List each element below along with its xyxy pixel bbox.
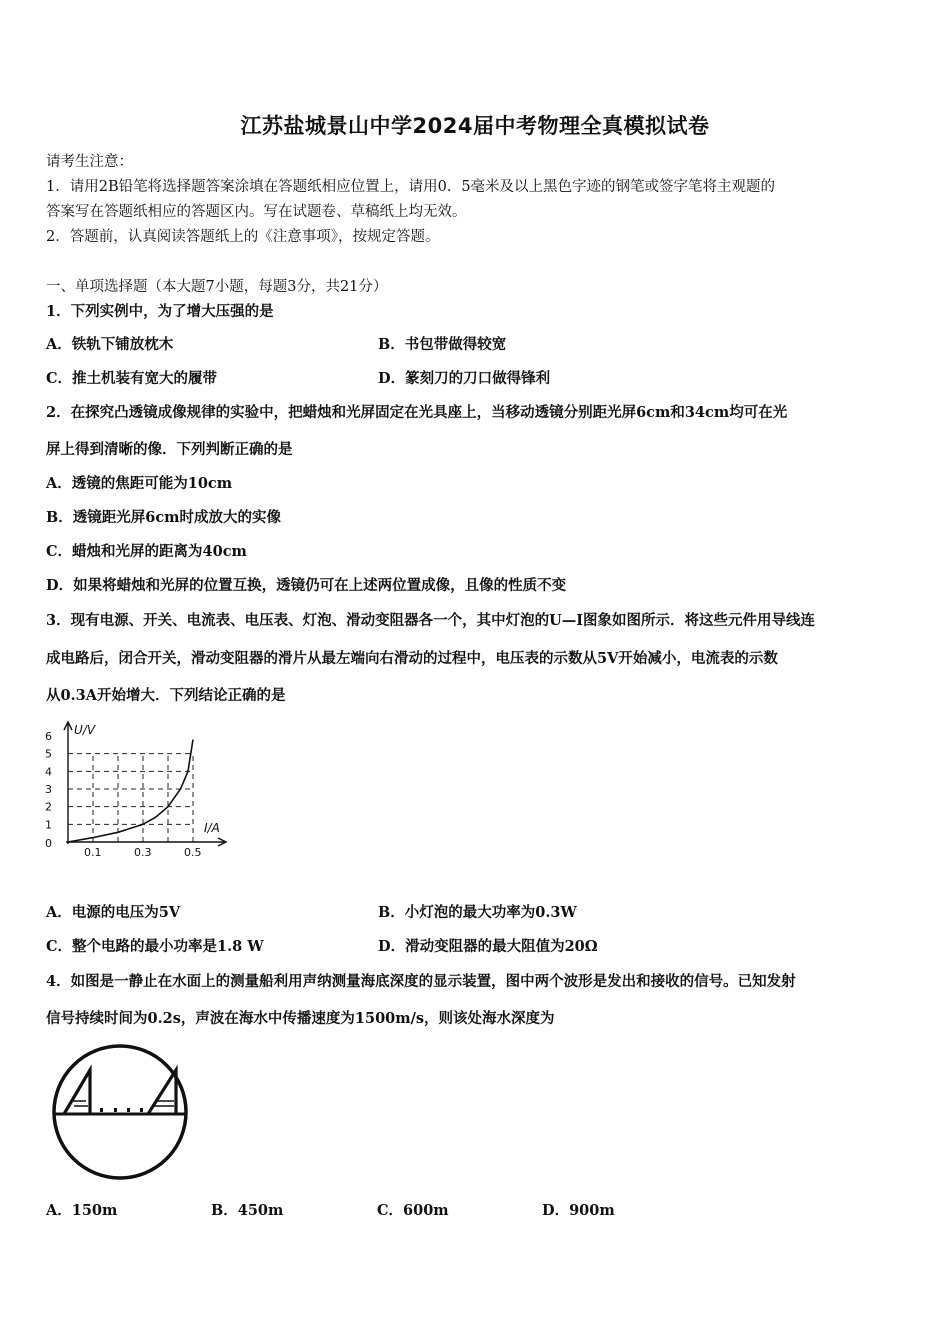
question-2-option-b: B．透镜距光屏6cm时成放大的实像 — [46, 509, 282, 526]
question-1-option-d: D．篆刻刀的刀口做得锋利 — [378, 370, 551, 387]
x-tick-label: 0.3 — [134, 846, 152, 859]
question-1-option-c: C．推土机装有宽大的履带 — [46, 370, 218, 387]
question-3-option-d: D．滑动变阻器的最大阻值为20Ω — [378, 938, 598, 955]
question-4-option-c: C．600m — [377, 1202, 449, 1219]
ui-graph — [40, 718, 240, 870]
question-1-option-a: A．铁轨下铺放枕木 — [46, 336, 174, 353]
note-item-1-line-2: 答案写在答题纸相应的答题区内。写在试题卷、草稿纸上均无效。 — [46, 204, 467, 220]
page-title: 江苏盐城景山中学2024届中考物理全真模拟试卷 — [240, 114, 710, 138]
ui-graph-series — [68, 740, 193, 843]
question-2-option-d: D．如果将蜡烛和光屏的位置互换，透镜仍可在上述两位置成像，且像的性质不变 — [46, 577, 567, 594]
question-2-stem-line-1: 2．在探究凸透镜成像规律的实验中，把蜡烛和光屏固定在光具座上，当移动透镜分别距光屏6cm和34cm均可在光 — [46, 404, 788, 421]
y-tick-label: 4 — [45, 765, 52, 779]
question-4-option-a: A．150m — [46, 1202, 118, 1219]
question-3-option-c: C．整个电路的最小功率是1.8 W — [46, 938, 264, 955]
received-signal-wave — [148, 1070, 176, 1114]
ui-graph-ticks — [45, 723, 220, 859]
question-4-option-d: D．900m — [542, 1202, 615, 1219]
y-axis-label: U/V — [74, 723, 96, 737]
emitted-signal-wave — [64, 1070, 90, 1114]
note-item-1-line-1: 1．请用2B铅笔将选择题答案涂填在答题纸相应位置上，请用0．5毫米及以上黑色字迹的钢笔或签字笔将主观题的 — [46, 179, 776, 195]
y-tick-label: 6 — [45, 730, 52, 743]
x-tick-label: 0.1 — [84, 846, 102, 859]
question-4-option-b: B．450m — [211, 1202, 284, 1219]
question-3-stem-line-2: 成电路后，闭合开关，滑动变阻器的滑片从最左端向右滑动的过程中，电压表的示数从5V开始减小，电流表的示数 — [46, 650, 778, 667]
question-3-option-a: A．电源的电压为5V — [46, 904, 181, 921]
question-4-stem-line-2: 信号持续时间为0.2s，声波在海水中传播速度为1500m/s，则该处海水深度为 — [46, 1010, 555, 1027]
y-tick-label: 3 — [45, 783, 52, 796]
sonar-display-figure — [48, 1040, 194, 1180]
display-circle — [54, 1046, 186, 1178]
time-dots — [100, 1108, 143, 1112]
note-item-2: 2．答题前，认真阅读答题纸上的《注意事项》，按规定答题。 — [46, 229, 440, 245]
y-tick-label: 2 — [45, 800, 52, 814]
question-2-stem-line-2: 屏上得到清晰的像．下列判断正确的是 — [46, 441, 293, 458]
question-3-stem-line-1: 3．现有电源、开关、电流表、电压表、灯泡、滑动变阻器各一个，其中灯泡的U—I图象如图所示．将这些元件用导线连 — [46, 612, 816, 629]
question-3-option-b: B．小灯泡的最大功率为0.3W — [378, 904, 577, 921]
y-tick-label: 0 — [45, 837, 52, 850]
question-4-stem-line-1: 4．如图是一静止在水面上的测量船利用声纳测量海底深度的显示装置，图中两个波形是发出和接收的信号。已知发射 — [46, 973, 796, 990]
section-heading: 一、单项选择题（本大题7小题，每题3分，共21分） — [46, 279, 388, 295]
x-tick-label: 0.5 — [184, 846, 202, 859]
notes-heading: 请考生注意： — [46, 154, 133, 170]
question-2-option-c: C．蜡烛和光屏的距离为40cm — [46, 543, 247, 560]
ui-graph-axes — [64, 722, 226, 846]
x-axis-label: I/A — [204, 821, 220, 835]
series-line — [68, 740, 193, 843]
question-1-option-b: B．书包带做得较宽 — [378, 336, 507, 353]
question-2-option-a: A．透镜的焦距可能为10cm — [46, 475, 233, 492]
question-3-stem-line-3: 从0.3A开始增大．下列结论正确的是 — [46, 687, 286, 704]
y-tick-label: 5 — [45, 747, 52, 761]
y-tick-label: 1 — [45, 818, 52, 832]
question-1-stem: 1．下列实例中，为了增大压强的是 — [46, 303, 274, 320]
emitted-signal-hatch — [72, 1101, 88, 1106]
